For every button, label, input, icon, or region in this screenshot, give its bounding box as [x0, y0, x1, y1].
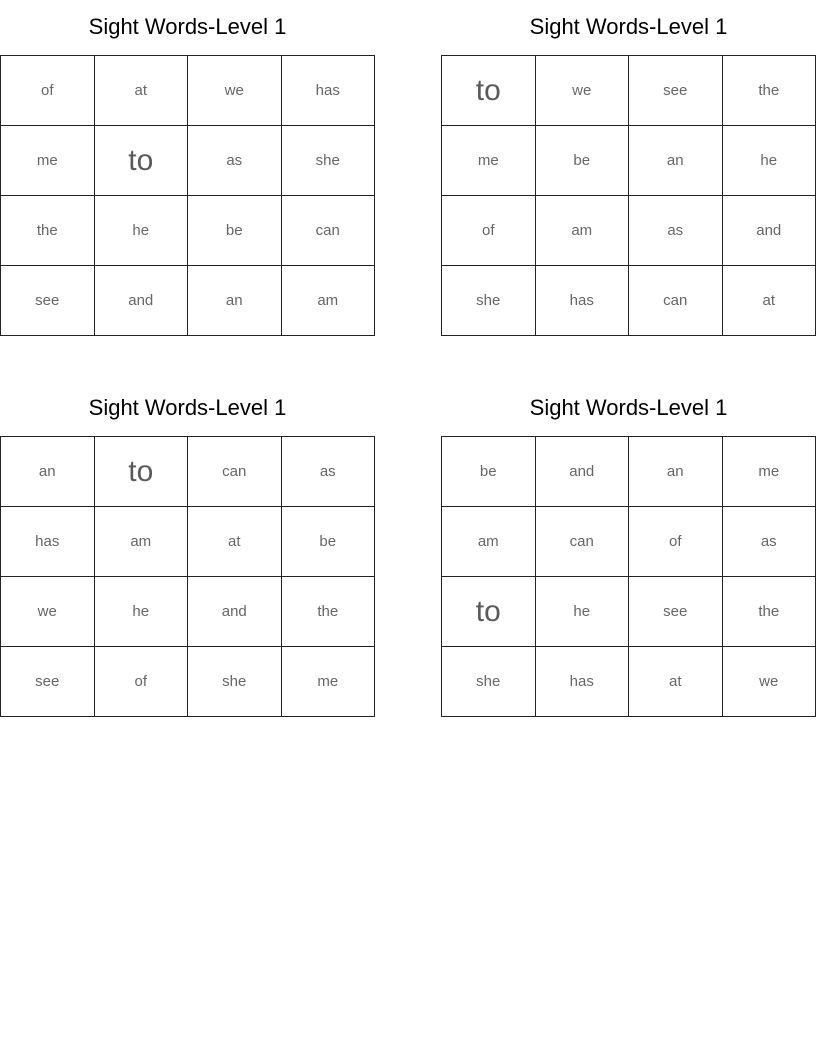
word-cell: me — [282, 647, 376, 717]
word-cell: of — [1, 56, 95, 126]
word-cell: she — [188, 647, 282, 717]
word-cell: as — [723, 507, 816, 577]
word-cell: she — [442, 647, 536, 717]
word-grid — [441, 436, 816, 717]
word-cell: am — [95, 507, 189, 577]
word-cell: has — [536, 266, 630, 336]
word-cell: at — [188, 507, 282, 577]
word-cell: me — [442, 126, 536, 196]
word-cell: to — [95, 126, 189, 196]
word-cell: an — [629, 437, 723, 507]
bingo-card-4 — [441, 381, 816, 717]
card-title: Sight Words-Level 1 — [529, 14, 728, 39]
word-cell: as — [188, 126, 282, 196]
word-cell: me — [723, 437, 816, 507]
word-cell: can — [282, 196, 376, 266]
word-cell: to — [95, 437, 189, 507]
word-cell: and — [188, 577, 282, 647]
word-cell: an — [629, 126, 723, 196]
word-cell: to — [442, 56, 536, 126]
word-cell: he — [723, 126, 816, 196]
word-cell: am — [442, 507, 536, 577]
word-cell: of — [95, 647, 189, 717]
word-cell: she — [442, 266, 536, 336]
word-cell: be — [536, 126, 630, 196]
word-cell: we — [536, 56, 630, 126]
word-cell: he — [536, 577, 630, 647]
word-cell: me — [1, 126, 95, 196]
word-grid — [0, 55, 375, 336]
word-cell: he — [95, 577, 189, 647]
word-grid — [441, 55, 816, 336]
word-cell: at — [95, 56, 189, 126]
word-cell: he — [95, 196, 189, 266]
word-cell: am — [282, 266, 376, 336]
word-cell: and — [723, 196, 816, 266]
word-cell: the — [282, 577, 376, 647]
card-title: Sight Words-Level 1 — [88, 395, 287, 420]
word-cell: can — [629, 266, 723, 336]
word-cell: can — [536, 507, 630, 577]
word-cell: of — [629, 507, 723, 577]
word-cell: the — [723, 56, 816, 126]
word-cell: see — [1, 647, 95, 717]
card-title: Sight Words-Level 1 — [529, 395, 728, 420]
word-cell: be — [442, 437, 536, 507]
word-grid — [0, 436, 375, 717]
word-cell: see — [1, 266, 95, 336]
word-cell: see — [629, 577, 723, 647]
word-cell: we — [188, 56, 282, 126]
card-title: Sight Words-Level 1 — [88, 14, 287, 39]
word-cell: can — [188, 437, 282, 507]
word-cell: an — [188, 266, 282, 336]
bingo-card-2 — [441, 0, 816, 336]
word-cell: and — [95, 266, 189, 336]
word-cell: has — [282, 56, 376, 126]
word-cell: she — [282, 126, 376, 196]
word-cell: at — [629, 647, 723, 717]
word-cell: see — [629, 56, 723, 126]
word-cell: and — [536, 437, 630, 507]
bingo-card-3 — [0, 381, 375, 717]
word-cell: at — [723, 266, 816, 336]
word-cell: the — [1, 196, 95, 266]
word-cell: be — [188, 196, 282, 266]
word-cell: as — [282, 437, 376, 507]
word-cell: to — [442, 577, 536, 647]
word-cell: be — [282, 507, 376, 577]
word-cell: as — [629, 196, 723, 266]
word-cell: of — [442, 196, 536, 266]
bingo-card-1 — [0, 0, 375, 336]
word-cell: the — [723, 577, 816, 647]
word-cell: has — [536, 647, 630, 717]
word-cell: has — [1, 507, 95, 577]
word-cell: am — [536, 196, 630, 266]
word-cell: we — [1, 577, 95, 647]
word-cell: we — [723, 647, 816, 717]
word-cell: an — [1, 437, 95, 507]
